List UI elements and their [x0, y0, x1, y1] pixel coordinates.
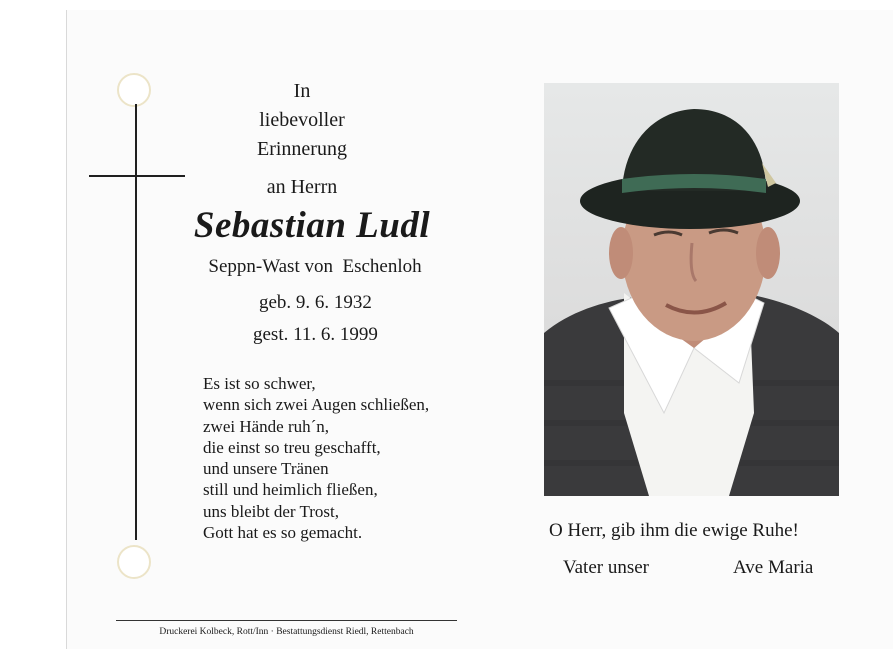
- punch-hole-bottom: [117, 545, 151, 579]
- ear-left: [609, 227, 633, 279]
- prayer-vater-unser: Vater unser: [563, 557, 649, 578]
- heading-liebevoller: liebevoller: [259, 109, 345, 131]
- footer-rule: [116, 620, 457, 621]
- cross-icon: [135, 104, 137, 540]
- poem-line: Es ist so schwer,: [203, 374, 316, 393]
- birth-date: geb. 9. 6. 1932: [259, 292, 372, 313]
- portrait-illustration: [544, 83, 839, 496]
- heading-an-herrn: an Herrn: [266, 176, 338, 198]
- prayer-main: O Herr, gib ihm die ewige Ruhe!: [549, 520, 799, 541]
- poem-line: zwei Hände ruh´n,: [203, 416, 330, 436]
- heading-in: In: [293, 80, 311, 102]
- heading-erinnerung: Erinnerung: [257, 138, 347, 160]
- punch-hole-top: [117, 73, 151, 107]
- cross-bar: [89, 175, 185, 177]
- deceased-name: Sebastian Ludl: [193, 205, 431, 246]
- deceased-nickname: Seppn-Wast von Eschenloh: [208, 256, 422, 277]
- card-edge: [66, 10, 67, 649]
- poem-line: die einst so treu geschafft,: [203, 437, 381, 457]
- poem-line: still und heimlich fließen,: [203, 480, 378, 500]
- death-date: gest. 11. 6. 1999: [253, 324, 378, 345]
- prayer-ave-maria: Ave Maria: [733, 557, 814, 578]
- ear-right: [756, 227, 780, 279]
- poem-line: und unsere Tränen: [203, 459, 329, 479]
- poem-line: uns bleibt der Trost,: [203, 501, 340, 521]
- printer-footer: Druckerei Kolbeck, Rott/Inn · Bestattungsdienst Riedl, Rettenbach: [159, 627, 414, 637]
- poem: [203, 373, 429, 543]
- poem-line: Gott hat es so gemacht.: [203, 523, 363, 543]
- poem-line: wenn sich zwei Augen schließen,: [203, 395, 430, 415]
- portrait-photo: [544, 83, 839, 496]
